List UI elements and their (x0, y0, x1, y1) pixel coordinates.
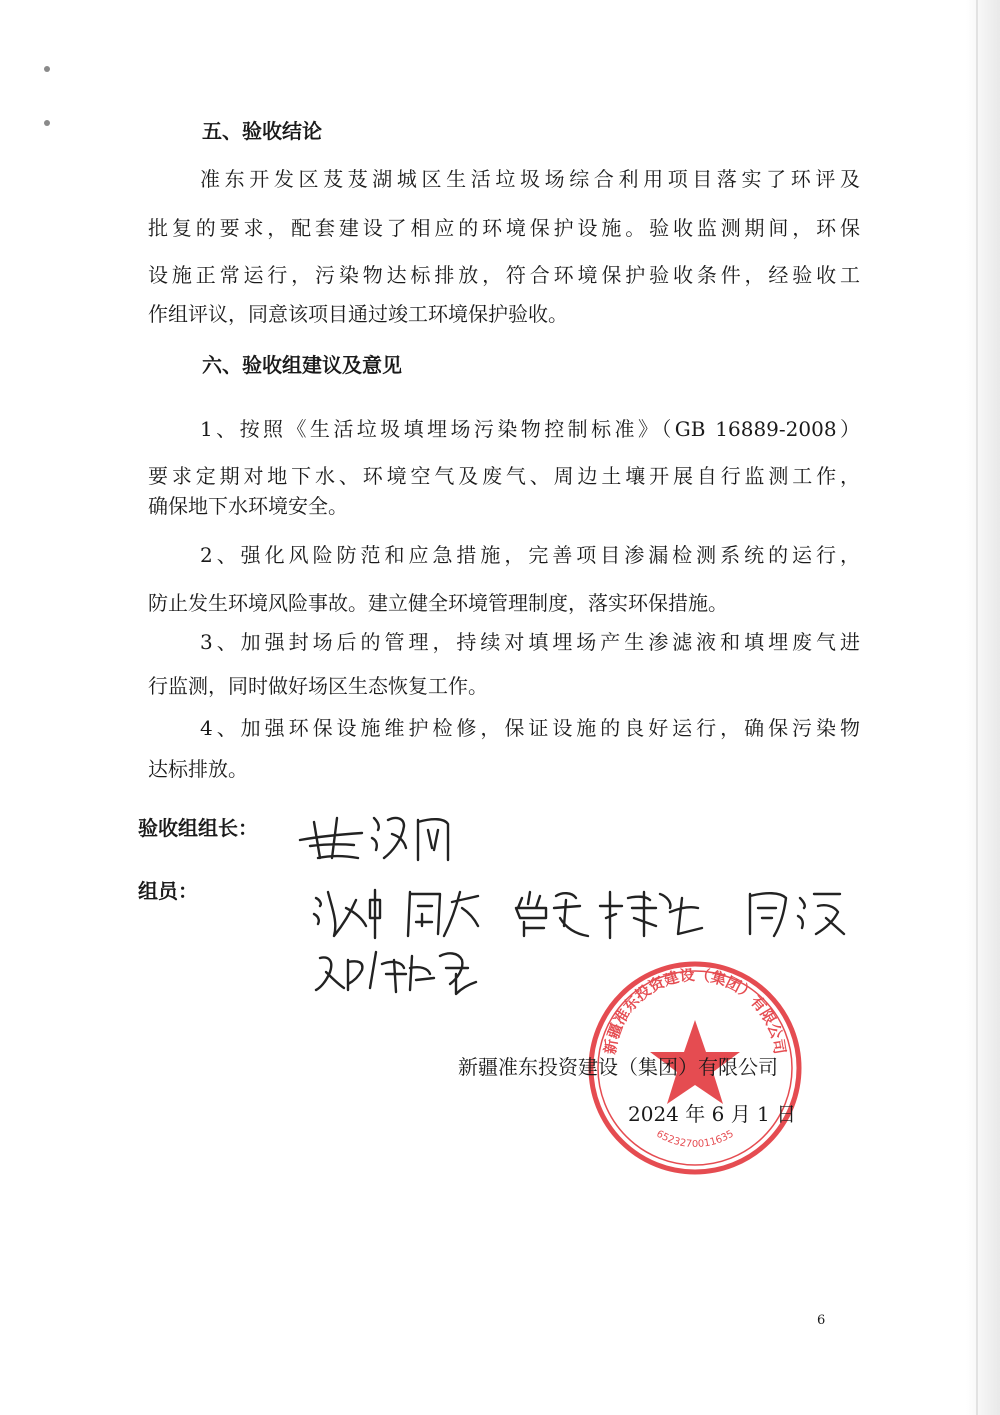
suggestion-line: 3、加强封场后的管理，持续对填埋场产生渗滤液和填埋废气进 (200, 630, 860, 654)
suggestion-line: 要求定期对地下水、环境空气及废气、周边土壤开展自行监测工作， (148, 464, 860, 488)
members-label: 组员： (138, 879, 198, 903)
suggestion-line: 2、强化风险防范和应急措施，完善项目渗漏检测系统的运行， (200, 543, 860, 567)
member-signature (312, 938, 482, 998)
conclusion-line: 作组评议，同意该项目通过竣工环境保护验收。 (148, 302, 568, 326)
page-edge-shadow (966, 0, 1000, 1415)
suggestion-line: 4、加强环保设施维护检修，保证设施的良好运行，确保污染物 (200, 716, 860, 740)
seal-arc-text: 新疆准东投资建设（集团）有限公司 (601, 965, 789, 1056)
svg-text:6523270011635 (654, 1129, 736, 1150)
suggestion-line: 1、按照《生活垃圾填埋场污染物控制标准》（GB 16889-2008） (200, 417, 860, 441)
issuing-company: 新疆准东投资建设（集团）有限公司 (458, 1055, 778, 1079)
section-six-title: 六、验收组建议及意见 (202, 353, 402, 377)
conclusion-line: 批复的要求，配套建设了相应的环境保护设施。验收监测期间，环保 (148, 216, 860, 240)
suggestion-line: 防止发生环境风险事故。建立健全环境管理制度，落实环保措施。 (148, 591, 728, 615)
page-edge-line (976, 0, 978, 1415)
leader-label: 验收组组长： (138, 816, 258, 840)
page-number: 6 (817, 1313, 826, 1328)
seal-code-text: 6523270011635 (654, 1128, 736, 1151)
issue-date: 2024 年 6 月 1 日 (628, 1102, 797, 1126)
punch-hole-mark (44, 120, 50, 126)
suggestion-line: 行监测，同时做好场区生态恢复工作。 (148, 674, 488, 698)
leader-signature (292, 800, 462, 870)
conclusion-line: 准东开发区芨芨湖城区生活垃圾场综合利用项目落实了环评及 (200, 167, 860, 191)
punch-hole-mark (44, 66, 50, 72)
suggestion-line: 达标排放。 (148, 757, 248, 781)
conclusion-line: 设施正常运行，污染物达标排放，符合环境保护验收条件，经验收工 (148, 263, 860, 287)
section-five-title: 五、验收结论 (202, 119, 322, 143)
suggestion-line: 确保地下水环境安全。 (148, 494, 348, 518)
